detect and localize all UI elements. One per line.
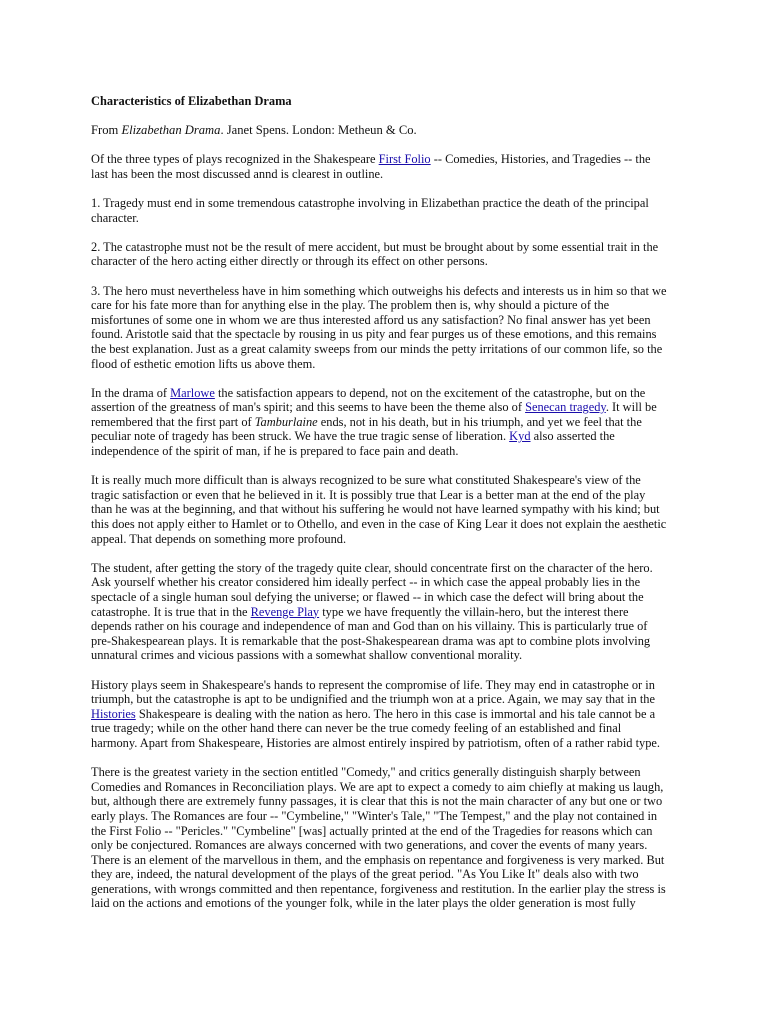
paragraph-text: Of the three types of plays recognized in the Shakespeare (91, 152, 379, 167)
paragraph-intro (91, 152, 668, 181)
paragraph-rule-1: 1. Tragedy must end in some tremendous catastrophe involving in Elizabethan practice the death of the principal character. (91, 195, 649, 225)
paragraph-comedy: There is the greatest variety in the section entitled "Comedy," and critics generally distinguish sharply between Comedies and Romances in Reconciliation plays. We are apt to expect a comedy to aim chiefly at making us laugh, but, although there are extremely funny passages, it is clear that this is not the main character of any but one or two early plays. The Romances are four -- "Cymbeline," "Winter's Tale," "The Tempest," and the play not contained in the First Folio -- "Pericles." "Cymbeline" [was] actually printed at the end of the Tragedies for reasons which can only be conjectured. Romances are always concerned with two generations, and cover the events of many years. There is an element of the marvellous in them, and the emphasis on repentance and forgiveness is very marked. But they are, indeed, the natural development of the plays of the great period. "As You Like It" deals also with two generations, with wrongs committed and then repentance, forgiveness and restitution. In the earlier play the stress is laid on the actions and emotions of the younger folk, while in the later plays the older generation is most fully (91, 765, 666, 911)
play-title-tamburlaine: Tamburlaine (254, 414, 318, 429)
link-revenge-play[interactable]: Revenge Play (250, 604, 320, 619)
document-body (91, 94, 668, 926)
source-publisher: . Janet Spens. London: Metheun & Co. (220, 122, 417, 137)
source-citation (91, 123, 668, 138)
paragraph-text: Shakespeare is dealing with the nation as hero. The hero in this case is immortal and his tale cannot be a true tragedy; while on the other hand there can never be the true comedy feeling of an established and final harmony. Apart from Shakespeare, Histories are almost entirely inspired by patriotism, often of a rather rabid type. (91, 706, 660, 750)
paragraph-text: ends, not in his death, but in his triumph, and yet we feel that the peculiar note of tragedy has been struck. We have the true tragic sense of liberation. (91, 414, 642, 444)
paragraph-rule-3: 3. The hero must nevertheless have in him something which outweighs his defects and interests us in him so that we care for his fate more than for anything else in the play. The problem then is, why should a picture of the misfortunes of some one in whom we are thus interested afford us any satisfaction? No final answer has yet been found. Aristotle said that the spectacle by rousing in us pity and fear purges us of these emotions, and this remains the best explanation. Just as a great calamity sweeps from our minds the petty irritations of our common life, so the flood of esthetic emotion lifts us above them. (91, 283, 667, 371)
link-kyd[interactable]: Kyd (509, 429, 531, 444)
paragraph-rule-2: 2. The catastrophe must not be the result of mere accident, but must be brought about by some essential trait in the character of the hero acting either directly or through its effect on other persons. (91, 239, 659, 269)
page-title: Characteristics of Elizabethan Drama (91, 94, 292, 108)
link-first-folio[interactable]: First Folio (378, 152, 431, 167)
source-prefix: From (91, 122, 122, 137)
paragraph-text: . It will be remembered that the first part of (91, 400, 657, 429)
paragraph-text: also asserted the independence of the spirit of man, if he is prepared to face pain and death. (91, 429, 615, 459)
link-histories[interactable]: Histories (91, 706, 136, 721)
paragraph-text: -- Comedies, Histories, and Tragedies -- the last has been the most discussed annd is clearest in outline. (91, 152, 651, 181)
paragraph-text: History plays seem in Shakespeare's hands to represent the compromise of life. They may end in catastrophe or in triumph, but the catastrophe is apt to be undignified and the triumph won at a price. Again, we may say that in the (91, 677, 655, 707)
paragraph-text: In the drama of (91, 385, 171, 400)
paragraph-text: The student, after getting the story of the tragedy quite clear, should concentrate first on the character of the hero. Ask yourself whether his creator considered him ideally perfect -- in which case the appeal probably lies in the spectacle of a single human soul defying the universe; or flawed -- in which case the defect will bring about the catastrophe. It is true that in the (91, 560, 653, 619)
paragraph-student (91, 561, 668, 663)
paragraph-text: the satisfaction appears to depend, not on the excitement of the catastrophe, but on the assertion of the greatness of man's spirit; and this seems to have been the theme also of (91, 385, 646, 415)
paragraph-history-plays (91, 678, 668, 751)
source-book-title: Elizabethan Drama (121, 122, 221, 137)
paragraph-marlowe (91, 386, 668, 459)
link-senecan-tragedy[interactable]: Senecan tragedy (525, 400, 606, 415)
paragraph-text: type we have frequently the villain-hero, but the interest there depends rather on his courage and independence of man and God than on his villainy. This is particularly true of pre-Shakespearean plays. It is remarkable that the post-Shakespearean drama was apt to combine plots involving unnatural crimes and vicious passions with a somewhat shallow conventional morality. (91, 604, 651, 663)
paragraph-shakespeare-view: It is really much more difficult than is always recognized to be sure what constituted Shakespeare's view of the tragic satisfaction or even that he believed in it. It is possibly true that Lear is a better man at the end of the play than he was at the beginning, and that without his suffering he would not have learned sympathy with his kind; but this does not apply either to Hamlet or to Othello, and even in the case of King Lear it does not explain the aesthetic appeal. That depends on something more profound. (91, 473, 667, 546)
link-marlowe[interactable]: Marlowe (170, 385, 215, 400)
